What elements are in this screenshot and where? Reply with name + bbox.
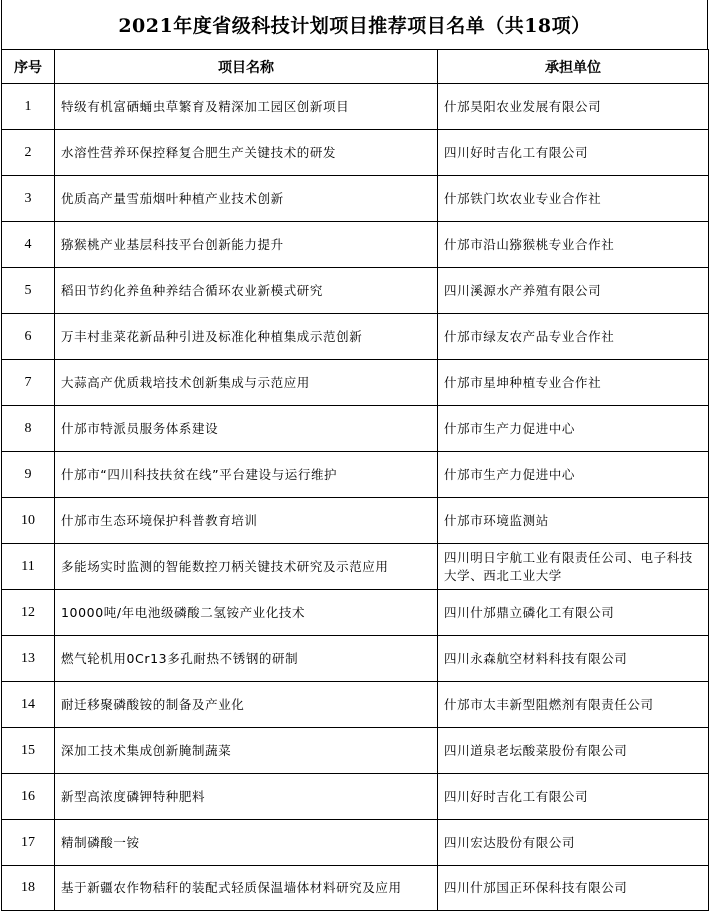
row-unit: 什邡昊阳农业发展有限公司 bbox=[438, 84, 709, 130]
row-unit: 什邡市太丰新型阻燃剂有限责任公司 bbox=[438, 682, 709, 728]
row-seq: 5 bbox=[2, 268, 55, 314]
row-seq: 12 bbox=[2, 590, 55, 636]
row-project-name: 万丰村韭菜花新品种引进及标准化种植集成示范创新 bbox=[55, 314, 438, 360]
table-row bbox=[2, 866, 709, 911]
row-project-name: 10000吨/年电池级磷酸二氢铵产业化技术 bbox=[55, 590, 438, 636]
row-unit: 什邡市星坤种植专业合作社 bbox=[438, 360, 709, 406]
row-seq: 14 bbox=[2, 682, 55, 728]
table-header-row bbox=[2, 50, 709, 84]
row-unit: 什邡市绿友农产品专业合作社 bbox=[438, 314, 709, 360]
table-row bbox=[2, 590, 709, 636]
header-seq: 序号 bbox=[2, 50, 55, 84]
row-project-name: 耐迁移聚磷酸铵的制备及产业化 bbox=[55, 682, 438, 728]
row-project-name: 什邡市“四川科技扶贫在线”平台建设与运行维护 bbox=[55, 452, 438, 498]
table-row bbox=[2, 314, 709, 360]
row-seq: 11 bbox=[2, 544, 55, 590]
row-unit: 四川明日宇航工业有限责任公司、电子科技大学、西北工业大学 bbox=[438, 544, 709, 590]
table-row bbox=[2, 406, 709, 452]
row-seq: 4 bbox=[2, 222, 55, 268]
row-unit: 四川道泉老坛酸菜股份有限公司 bbox=[438, 728, 709, 774]
row-project-name: 水溶性营养环保控释复合肥生产关键技术的研发 bbox=[55, 130, 438, 176]
row-unit: 什邡市沿山猕猴桃专业合作社 bbox=[438, 222, 709, 268]
row-seq: 2 bbox=[2, 130, 55, 176]
page-title: 2021年度省级科技计划项目推荐项目名单（共18项） bbox=[118, 15, 591, 37]
row-unit: 四川好时吉化工有限公司 bbox=[438, 130, 709, 176]
table-row bbox=[2, 498, 709, 544]
table-row bbox=[2, 682, 709, 728]
row-project-name: 新型高浓度磷钾特种肥料 bbox=[55, 774, 438, 820]
row-seq: 3 bbox=[2, 176, 55, 222]
table-row bbox=[2, 360, 709, 406]
row-seq: 1 bbox=[2, 84, 55, 130]
row-project-name: 什邡市生态环境保护科普教育培训 bbox=[55, 498, 438, 544]
row-seq: 6 bbox=[2, 314, 55, 360]
row-unit: 什邡市生产力促进中心 bbox=[438, 406, 709, 452]
table-row bbox=[2, 268, 709, 314]
row-unit: 四川好时吉化工有限公司 bbox=[438, 774, 709, 820]
table-row bbox=[2, 544, 709, 590]
row-seq: 8 bbox=[2, 406, 55, 452]
row-seq: 10 bbox=[2, 498, 55, 544]
row-project-name: 什邡市特派员服务体系建设 bbox=[55, 406, 438, 452]
row-unit: 四川什邡国正环保科技有限公司 bbox=[438, 866, 709, 911]
header-unit: 承担单位 bbox=[438, 50, 709, 84]
table-row bbox=[2, 728, 709, 774]
row-unit: 四川永森航空材料科技有限公司 bbox=[438, 636, 709, 682]
row-seq: 17 bbox=[2, 820, 55, 866]
row-project-name: 稻田节约化养鱼种养结合循环农业新模式研究 bbox=[55, 268, 438, 314]
row-unit: 四川什邡鼎立磷化工有限公司 bbox=[438, 590, 709, 636]
row-unit: 四川宏达股份有限公司 bbox=[438, 820, 709, 866]
title-row bbox=[1, 0, 708, 49]
project-table bbox=[1, 49, 709, 911]
row-seq: 7 bbox=[2, 360, 55, 406]
row-project-name: 多能场实时监测的智能数控刀柄关键技术研究及示范应用 bbox=[55, 544, 438, 590]
table-body bbox=[2, 84, 709, 911]
row-project-name: 大蒜高产优质栽培技术创新集成与示范应用 bbox=[55, 360, 438, 406]
table-row bbox=[2, 636, 709, 682]
table-row bbox=[2, 452, 709, 498]
table-row bbox=[2, 820, 709, 866]
row-unit: 什邡铁门坎农业专业合作社 bbox=[438, 176, 709, 222]
row-project-name: 猕猴桃产业基层科技平台创新能力提升 bbox=[55, 222, 438, 268]
table-row bbox=[2, 84, 709, 130]
row-project-name: 深加工技术集成创新腌制蔬菜 bbox=[55, 728, 438, 774]
table-row bbox=[2, 176, 709, 222]
row-project-name: 精制磷酸一铵 bbox=[55, 820, 438, 866]
row-unit: 什邡市生产力促进中心 bbox=[438, 452, 709, 498]
header-project-name: 项目名称 bbox=[55, 50, 438, 84]
row-project-name: 基于新疆农作物秸秆的装配式轻质保温墙体材料研究及应用 bbox=[55, 866, 438, 911]
row-seq: 13 bbox=[2, 636, 55, 682]
row-seq: 15 bbox=[2, 728, 55, 774]
row-seq: 18 bbox=[2, 866, 55, 911]
table-row bbox=[2, 774, 709, 820]
row-seq: 9 bbox=[2, 452, 55, 498]
row-unit: 四川溪源水产养殖有限公司 bbox=[438, 268, 709, 314]
table-row bbox=[2, 130, 709, 176]
row-seq: 16 bbox=[2, 774, 55, 820]
row-project-name: 特级有机富硒蛹虫草繁育及精深加工园区创新项目 bbox=[55, 84, 438, 130]
row-project-name: 燃气轮机用0Cr13多孔耐热不锈钢的研制 bbox=[55, 636, 438, 682]
table-row bbox=[2, 222, 709, 268]
row-project-name: 优质高产量雪茄烟叶种植产业技术创新 bbox=[55, 176, 438, 222]
row-unit: 什邡市环境监测站 bbox=[438, 498, 709, 544]
